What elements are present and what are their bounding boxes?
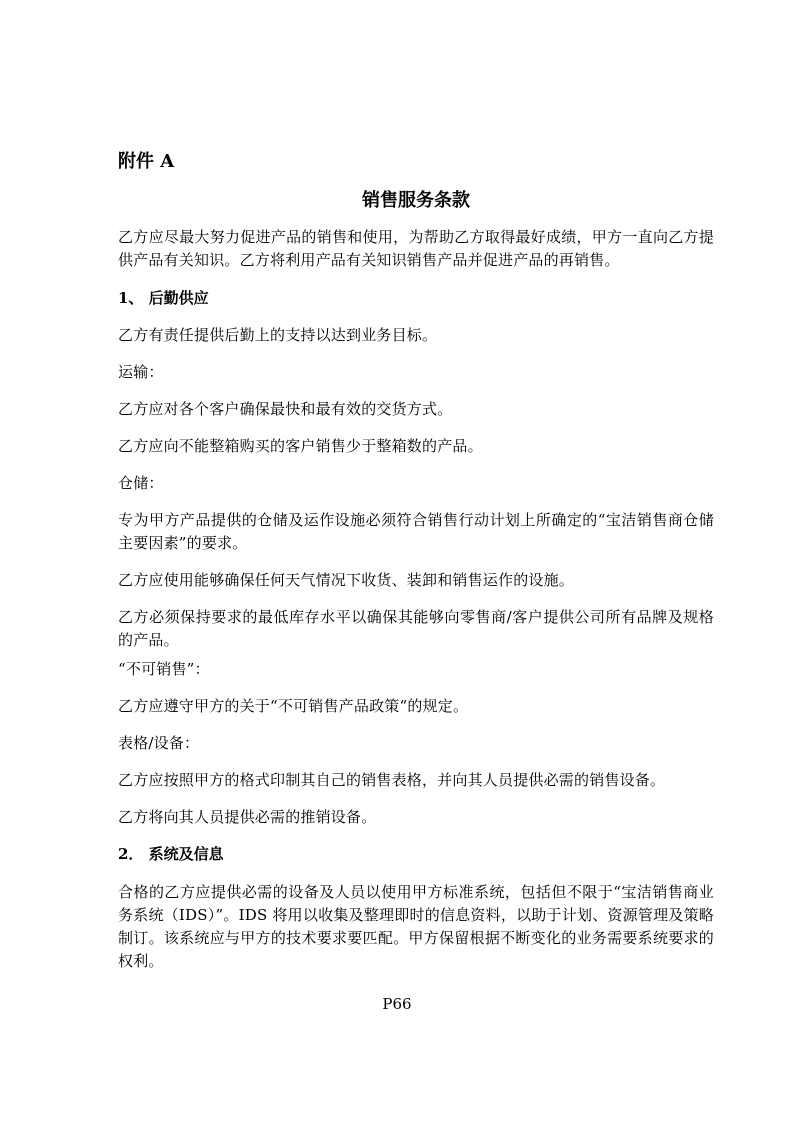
document-title: 销售服务条款	[362, 190, 470, 211]
clause-paragraph: 乙方应向不能整箱购买的客户销售少于整箱数的产品。	[118, 437, 483, 455]
clause-paragraph: “不可销售”：	[118, 660, 210, 678]
page-number: P66	[382, 995, 412, 1013]
section-heading: 1、 后勤供应	[118, 289, 209, 307]
clause-paragraph: 乙方应对各个客户确保最快和最有效的交货方式。	[118, 400, 453, 418]
clause-paragraph: 乙方应尽最大努力促进产品的销售和使用，为帮助乙方取得最好成绩，甲方一直向乙方提供产品有关知识。乙方将利用产品有关知识销售产品并促进产品的再销售。	[118, 228, 714, 269]
clause-paragraph: 乙方应遵守甲方的关于“不可销售产品政策“的规定。	[118, 697, 469, 715]
clause-paragraph: 专为甲方产品提供的仓储及运作设施必须符合销售行动计划上所确定的“宝洁销售商仓储主要因素”的要求。	[118, 511, 714, 552]
clause-paragraph: 乙方应按照甲方的格式印制其自己的销售表格，并向其人员提供必需的销售设备。	[118, 771, 666, 789]
clause-paragraph: 合格的乙方应提供必需的设备及人员以使用甲方标准系统，包括但不限于“宝洁销售商业务系统（IDS）”。IDS 将用以收集及整理即时的信息资料，以助于计划、资源管理及策略制订。该系统应与甲方的技术要求要匹配。甲方保留根据不断变化的业务需要系统要求的权利。	[118, 883, 714, 970]
attachment-heading: 附件 A	[118, 151, 175, 172]
clause-paragraph: 乙方有责任提供后勤上的支持以达到业务目标。	[118, 326, 438, 344]
clause-paragraph: 乙方应使用能够确保任何天气情况下收货、装卸和销售运作的设施。	[118, 571, 575, 589]
clause-list	[118, 226, 714, 973]
clause-paragraph: 乙方将向其人员提供必需的推销设备。	[118, 808, 377, 826]
clause-paragraph: 仓储：	[118, 474, 164, 492]
document-body	[118, 147, 714, 973]
clause-paragraph: 乙方必须保持要求的最低库存水平以确保其能够向零售商/客户提供公司所有品牌及规格的产品。	[118, 608, 714, 649]
section-heading: 2． 系统及信息	[118, 845, 224, 863]
clause-paragraph: 运输：	[118, 363, 164, 381]
clause-paragraph: 表格/设备：	[118, 734, 200, 752]
